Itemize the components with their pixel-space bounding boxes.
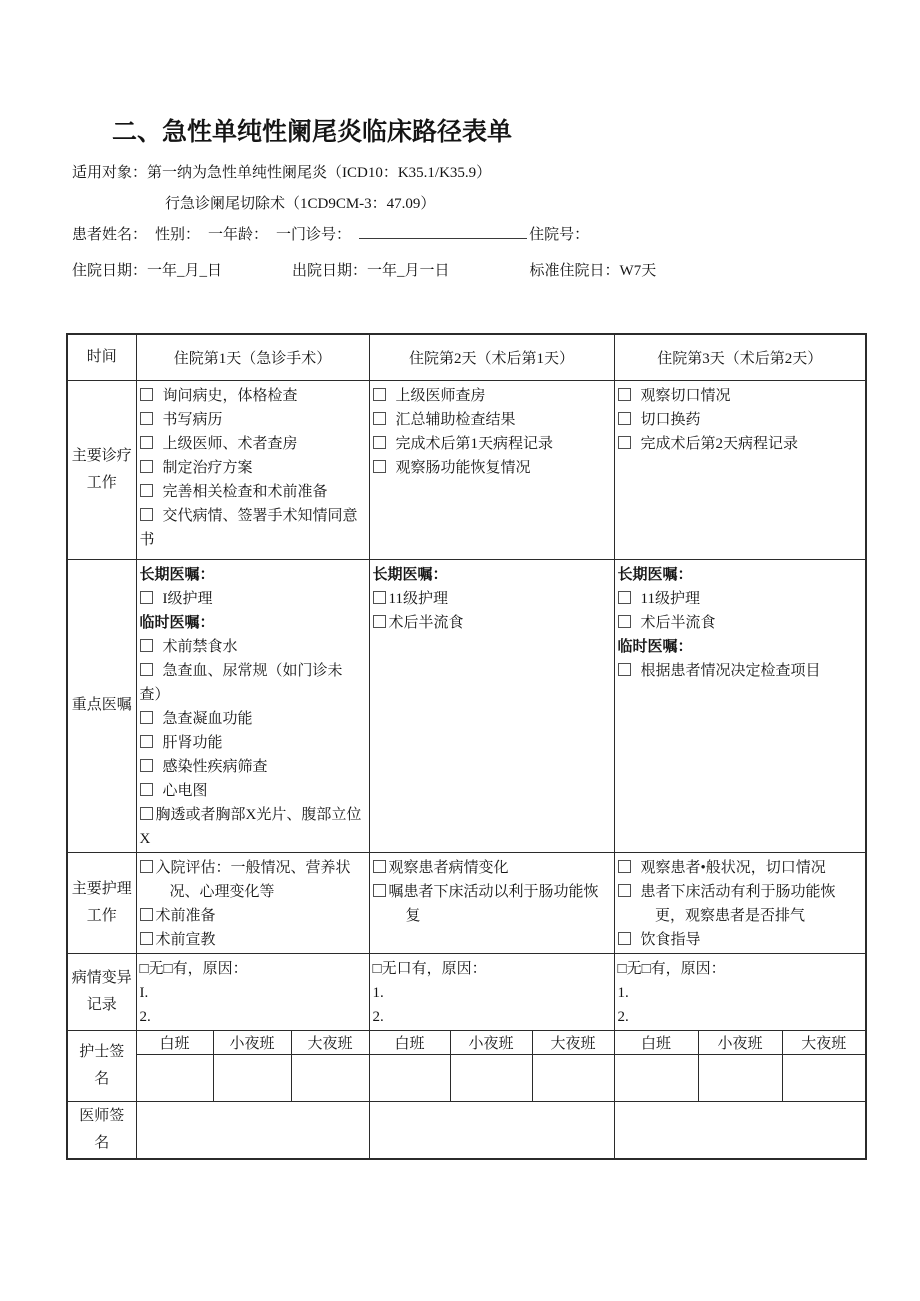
checkbox[interactable] (140, 436, 153, 449)
row-label-variance-record (67, 953, 136, 1030)
order-heading: 长期医嘱： (139, 566, 215, 583)
row-label-main-nursing (67, 852, 136, 953)
checklist-item-label: 饮食指导 (640, 931, 701, 948)
checkbox[interactable] (140, 663, 153, 676)
doctor-signature-cell-day1[interactable] (136, 1101, 369, 1159)
checkbox[interactable] (140, 639, 153, 652)
discharge-date-label: 出院日期：一年_月一日 (292, 263, 450, 279)
checklist-item-label: 观察患者•般状况，切口情况 (640, 859, 826, 876)
checkbox[interactable] (140, 783, 153, 796)
checklist-item-label: 交代病情、签署手术知情同意书 (139, 507, 358, 548)
checkbox[interactable] (373, 460, 386, 473)
checkbox[interactable] (618, 412, 631, 425)
checklist-item-label: 观察肠功能恢复情况 (395, 459, 531, 476)
checklist-item (140, 779, 363, 803)
key-orders-day2 (369, 559, 614, 852)
checkbox[interactable] (618, 884, 631, 897)
checklist-item (618, 880, 860, 928)
checklist-item-label: 心电图 (162, 782, 208, 799)
checklist-item-label: 术前准备 (155, 907, 216, 924)
variance-line: 1. (617, 984, 629, 1001)
shift-header-day3-2: 小夜班 (698, 1030, 782, 1054)
row-nurse-signature-shifts (67, 1030, 866, 1054)
checkbox[interactable] (618, 388, 631, 401)
variance-record-day1 (136, 953, 369, 1030)
variance-line: □无□有，原因： (139, 960, 248, 977)
clinical-pathway-table (66, 333, 867, 1160)
checklist-item-label: 患者下床活动有利于肠功能恢更，观察患者是否排气 (640, 883, 836, 924)
checklist-item-label: 根据患者情况决定检查项目 (640, 662, 821, 679)
nurse-signature-cell-day2-shift2[interactable] (450, 1054, 532, 1101)
checklist-item (618, 856, 860, 880)
variance-line: I. (139, 984, 149, 1001)
clinic-number-blank[interactable] (359, 225, 527, 239)
checklist-item-label: 急查凝血功能 (162, 710, 253, 727)
main-nursing-day1 (136, 852, 369, 953)
applicable-text2: 行急诊阑尾切除术（1CD9CM-3：47.09） (165, 196, 436, 212)
checkbox[interactable] (618, 591, 631, 604)
checklist-item (373, 408, 608, 432)
page-title: 二、急性单纯性阑尾炎临床路径表单 (112, 118, 513, 146)
row-label-line: 工作 (86, 907, 117, 924)
shift-header-day3-3: 大夜班 (782, 1030, 866, 1054)
variance-line: 2. (617, 1008, 629, 1025)
table-header-day1: 住院第1天（急诊手术） (136, 334, 369, 380)
checkbox[interactable] (140, 484, 153, 497)
checklist-item-label: 肝肾功能 (162, 734, 223, 751)
checklist-item-label: 完成术后第1天病程记录 (395, 435, 554, 452)
checkbox[interactable] (618, 436, 631, 449)
checkbox[interactable] (140, 807, 153, 820)
checklist-item-label: 书写病历 (162, 411, 223, 428)
applicable-text1: 第一纳为急性单纯性阑尾炎（ICD10：K35.1/K35.9） (147, 165, 492, 181)
row-main-nursing (67, 852, 866, 953)
checklist-item (140, 856, 363, 904)
checklist-item (140, 635, 363, 659)
shift-header-day1-2: 小夜班 (213, 1030, 291, 1054)
row-label-main-treatment (67, 380, 136, 559)
checklist-item (373, 384, 608, 408)
checklist-item-label: 11级护理 (640, 590, 700, 607)
checkbox[interactable] (373, 436, 386, 449)
shift-header-day3-1: 白班 (614, 1030, 698, 1054)
checklist-item (618, 384, 860, 408)
checklist-item-label: 上级医师查房 (395, 387, 486, 404)
checklist-item (140, 480, 363, 504)
age-label: 一年龄： (208, 227, 269, 243)
row-label-line: 重点医嘱 (71, 697, 132, 713)
main-nursing-day2 (369, 852, 614, 953)
checkbox[interactable] (373, 388, 386, 401)
nurse-signature-cell-day1-shift3[interactable] (291, 1054, 369, 1101)
checkbox[interactable] (618, 932, 631, 945)
checkbox[interactable] (140, 711, 153, 724)
nurse-signature-cell-day2-shift1[interactable] (369, 1054, 450, 1101)
checklist-item-label: 嘱患者下床活动以利于肠功能恢复 (388, 883, 599, 924)
order-heading: 临时医嘱： (139, 614, 215, 631)
checklist-item-label: 术前禁食水 (162, 638, 238, 655)
variance-line: □无口有，原因： (372, 960, 487, 977)
applicable-label: 适用对象： (72, 165, 148, 181)
checkbox[interactable] (140, 908, 153, 921)
key-orders-day1 (136, 559, 369, 852)
checklist-item-label: 术后半流食 (640, 614, 716, 631)
row-label-line: 护士签 (79, 1043, 125, 1060)
checklist-item (373, 856, 608, 880)
checkbox[interactable] (373, 884, 386, 897)
checklist-item (140, 928, 363, 952)
checklist-item-label: 汇总辅助检查结果 (395, 411, 516, 428)
row-variance-record (67, 953, 866, 1030)
shift-header-day2-2: 小夜班 (450, 1030, 532, 1054)
checklist-item (373, 611, 608, 635)
checklist-item (140, 707, 363, 731)
checklist-item (618, 432, 860, 456)
checklist-item (618, 611, 860, 635)
checklist-item (140, 659, 363, 707)
checklist-item (140, 504, 363, 552)
main-treatment-day2 (369, 380, 614, 559)
shift-header-day1-1: 白班 (136, 1030, 213, 1054)
checkbox[interactable] (373, 412, 386, 425)
key-orders-day3 (614, 559, 866, 852)
checklist-item-label: 制定治疗方案 (162, 459, 253, 476)
checklist-item-label: I级护理 (162, 590, 213, 607)
checklist-item (618, 928, 860, 952)
row-label-line: 名 (94, 1134, 110, 1151)
patient-info-line (72, 223, 589, 244)
nurse-signature-cell-day2-shift3[interactable] (532, 1054, 614, 1101)
checklist-item (140, 904, 363, 928)
variance-line: 2. (139, 1008, 151, 1025)
checklist-item (140, 587, 363, 611)
row-key-orders (67, 559, 866, 852)
shift-header-day2-3: 大夜班 (532, 1030, 614, 1054)
checklist-item (618, 587, 860, 611)
checklist-item (140, 384, 363, 408)
checkbox[interactable] (618, 663, 631, 676)
admission-date-label: 住院日期：一年_月_日 (72, 263, 223, 279)
standard-stay-label: 标准住院日：W7天 (529, 263, 657, 279)
order-heading: 长期医嘱： (372, 566, 448, 583)
dates-line (72, 259, 656, 280)
main-treatment-day1 (136, 380, 369, 559)
checkbox[interactable] (373, 860, 386, 873)
main-treatment-day3 (614, 380, 866, 559)
checklist-item (373, 456, 608, 480)
checkbox[interactable] (140, 412, 153, 425)
checklist-item-label: 完善相关检查和术前准备 (162, 483, 328, 500)
checklist-item (373, 880, 608, 928)
checkbox[interactable] (140, 759, 153, 772)
doctor-signature-cell-day3[interactable] (614, 1101, 866, 1159)
gender-label: 性别： (155, 227, 201, 243)
admission-number-label: 住院号： (529, 227, 590, 243)
checklist-item-label: 切口换药 (640, 411, 701, 428)
row-nurse-signature-cells (67, 1054, 866, 1101)
order-heading: 长期医嘱： (617, 566, 693, 583)
checklist-item (373, 432, 608, 456)
table-header-row (67, 334, 866, 380)
checkbox[interactable] (140, 735, 153, 748)
checkbox[interactable] (140, 860, 153, 873)
checklist-item (140, 755, 363, 779)
row-doctor-signature (67, 1101, 866, 1159)
main-nursing-day3 (614, 852, 866, 953)
checkbox[interactable] (140, 388, 153, 401)
checklist-item (140, 731, 363, 755)
checkbox[interactable] (140, 508, 153, 521)
variance-record-day3 (614, 953, 866, 1030)
variance-line: □无□有，原因： (617, 960, 726, 977)
shift-header-day2-1: 白班 (369, 1030, 450, 1054)
checkbox[interactable] (140, 591, 153, 604)
checklist-item-label: 术后半流食 (388, 614, 464, 631)
checklist-item (140, 408, 363, 432)
checkbox[interactable] (373, 591, 386, 604)
row-label-line: 主要诊疗 (71, 447, 132, 464)
applicable-line2 (165, 192, 435, 213)
checklist-item (618, 659, 860, 683)
checklist-item-label: 询问病史，体格检查 (162, 387, 298, 404)
checkbox[interactable] (140, 932, 153, 945)
checklist-item (373, 587, 608, 611)
row-label-line: 主要护理 (71, 880, 132, 897)
variance-line: 1. (372, 984, 384, 1001)
table-header-time: 时间 (67, 334, 136, 380)
checklist-item-label: 11级护理 (388, 590, 448, 607)
row-label-line: 工作 (86, 474, 117, 491)
checklist-item-label: 上级医师、术者查房 (162, 435, 298, 452)
checkbox[interactable] (618, 860, 631, 873)
checklist-item-label: 观察切口情况 (640, 387, 731, 404)
checklist-item-label: 胸透或者胸部X光片、腹部立位X (139, 806, 362, 847)
nurse-signature-cell-day1-shift2[interactable] (213, 1054, 291, 1101)
row-label-nurse-signature (67, 1030, 136, 1101)
row-label-doctor-signature (67, 1101, 136, 1159)
row-label-line: 病情变异 (71, 969, 132, 986)
checklist-item-label: 感染性疾病筛查 (162, 758, 268, 775)
order-heading: 临时医嘱： (617, 638, 693, 655)
checkbox[interactable] (618, 615, 631, 628)
checklist-item-label: 术前宣教 (155, 931, 216, 948)
table-header-day2: 住院第2天（术后第1天） (369, 334, 614, 380)
applicable-line1 (72, 161, 491, 182)
clinic-number-label: 一门诊号： (276, 227, 352, 243)
shift-header-day1-3: 大夜班 (291, 1030, 369, 1054)
checkbox[interactable] (140, 460, 153, 473)
checklist-item-label: 入院评估：一般情况、营养状况、心理变化等 (155, 859, 351, 900)
checklist-item (140, 803, 363, 851)
checklist-item-label: 完成术后第2天病程记录 (640, 435, 799, 452)
table-header-day3: 住院第3天（术后第2天） (614, 334, 866, 380)
row-label-line: 名 (94, 1070, 110, 1087)
row-label-key-orders (67, 559, 136, 852)
checkbox[interactable] (373, 615, 386, 628)
checklist-item (140, 432, 363, 456)
nurse-signature-cell-day3-shift3[interactable] (782, 1054, 866, 1101)
doctor-signature-cell-day2[interactable] (369, 1101, 614, 1159)
nurse-signature-cell-day3-shift2[interactable] (698, 1054, 782, 1101)
row-main-treatment (67, 380, 866, 559)
nurse-signature-cell-day1-shift1[interactable] (136, 1054, 213, 1101)
checklist-item-label: 急查血、尿常规（如门诊未查） (139, 662, 343, 703)
row-label-line: 医师签 (79, 1107, 125, 1124)
checklist-item-label: 观察患者病情变化 (388, 859, 509, 876)
patient-name-label: 患者姓名： (72, 227, 148, 243)
variance-record-day2 (369, 953, 614, 1030)
row-label-line: 记录 (86, 996, 117, 1013)
variance-line: 2. (372, 1008, 384, 1025)
checklist-item (140, 456, 363, 480)
nurse-signature-cell-day3-shift1[interactable] (614, 1054, 698, 1101)
checklist-item (618, 408, 860, 432)
